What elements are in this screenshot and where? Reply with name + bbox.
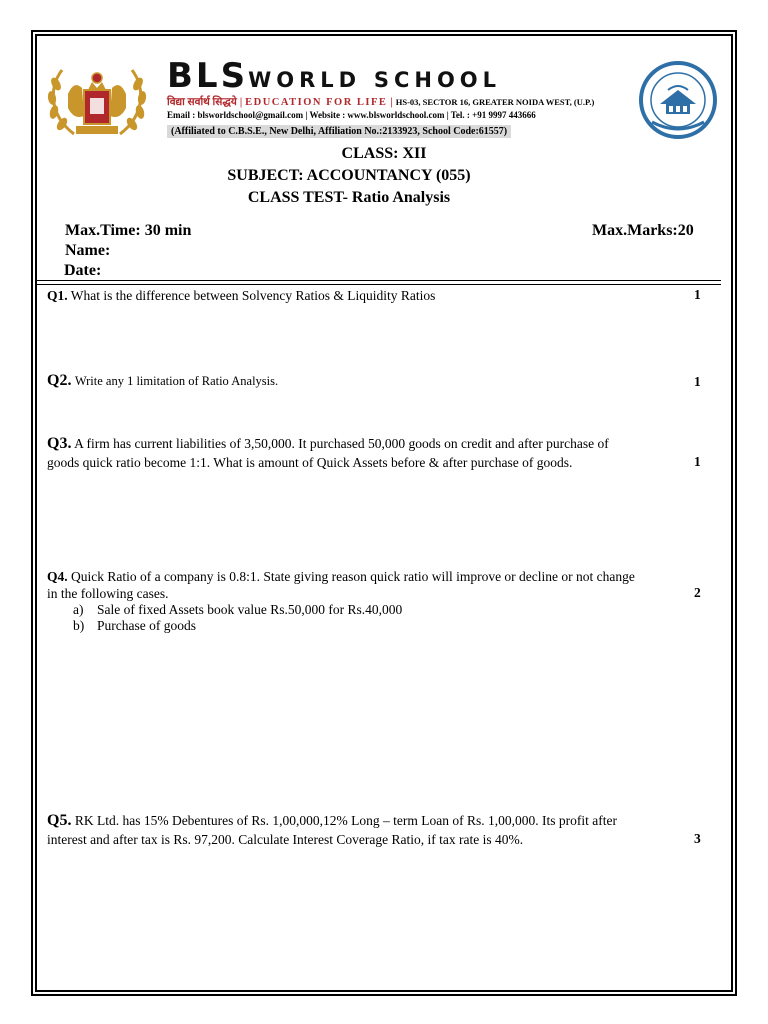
question-4-marks: 2 bbox=[694, 585, 701, 600]
question-2 bbox=[47, 372, 723, 390]
header-divider bbox=[37, 280, 721, 281]
question-number: Q1. bbox=[47, 288, 68, 303]
question-5 bbox=[47, 812, 723, 829]
question-text-line-1: Quick Ratio of a company is 0.8:1. State giving reason quick ratio will improve or decline or not change bbox=[71, 569, 635, 584]
option-label: a) bbox=[73, 602, 84, 617]
motto-english: EDUCATION FOR LIFE bbox=[245, 97, 388, 108]
school-brand bbox=[167, 56, 623, 139]
question-5-marks: 3 bbox=[694, 831, 701, 846]
question-4 bbox=[47, 568, 723, 585]
max-marks: Max.Marks:20 bbox=[592, 222, 694, 239]
motto-hindi: विद्या सर्वार्थ सिद्धये bbox=[167, 97, 237, 108]
school-contact: Email : blsworldschool@gmail.com | Website : www.blsworldschool.com | Tel. : +91 9997 443666 bbox=[167, 110, 536, 120]
cbse-emblem-icon bbox=[638, 60, 718, 140]
question-number: Q3. bbox=[47, 435, 72, 452]
question-number: Q4. bbox=[47, 569, 68, 584]
question-3-line-2: goods quick ratio become 1:1. What is amount of Quick Assets before & after purchase of goods. bbox=[47, 455, 573, 470]
option-label: b) bbox=[73, 618, 85, 633]
test-title: CLASS TEST- Ratio Analysis bbox=[247, 189, 451, 206]
question-text-line-1: RK Ltd. has 15% Debentures of Rs. 1,00,000,12% Long – term Loan of Rs. 1,00,000. Its profit after bbox=[74, 813, 617, 828]
question-text: Write any 1 limitation of Ratio Analysis. bbox=[74, 374, 279, 388]
name-label: Name: bbox=[65, 242, 111, 259]
question-4-option-b bbox=[73, 618, 196, 634]
question-2-marks: 1 bbox=[694, 374, 701, 389]
question-1 bbox=[47, 287, 723, 304]
subject-title: SUBJECT: ACCOUNTANCY (055) bbox=[227, 167, 471, 184]
question-number: Q5. bbox=[47, 812, 72, 829]
question-number: Q2. bbox=[47, 372, 72, 389]
question-4-option-a bbox=[73, 602, 402, 618]
option-text: Purchase of goods bbox=[97, 618, 196, 633]
date-label: Date: bbox=[64, 262, 102, 279]
question-1-marks: 1 bbox=[694, 287, 701, 302]
school-name: BLSWORLD SCHOOL bbox=[167, 56, 502, 96]
question-3 bbox=[47, 435, 723, 452]
question-text-line-1: A firm has current liabilities of 3,50,000. It purchased 50,000 goods on credit and after purchase of bbox=[74, 436, 609, 451]
class-title: CLASS: XII bbox=[341, 145, 427, 162]
school-affiliation: (Affiliated to C.B.S.E., New Delhi, Affiliation No.:2133923, School Code:61557) bbox=[167, 125, 511, 138]
question-4-line-2: in the following cases. bbox=[47, 586, 169, 601]
option-text: Sale of fixed Assets book value Rs.50,000 for Rs.40,000 bbox=[97, 602, 403, 617]
question-3-marks: 1 bbox=[694, 454, 701, 469]
school-address: HS-03, SECTOR 16, GREATER NOIDA WEST, (U.P.) bbox=[395, 97, 595, 107]
question-5-line-2: interest and after tax is Rs. 97,200. Calculate Interest Coverage Ratio, if tax rate is 40%. bbox=[47, 832, 524, 847]
school-tagline: विद्या सर्वार्थ सिद्धये | EDUCATION FOR LIFE | HS-03, SECTOR 16, GREATER NOIDA WEST, (U.P.) bbox=[167, 97, 595, 108]
question-text: What is the difference between Solvency Ratios & Liquidity Ratios bbox=[70, 288, 436, 303]
max-time: Max.Time: 30 min bbox=[65, 222, 192, 239]
header-divider-double bbox=[37, 284, 721, 285]
school-crest-icon bbox=[44, 60, 150, 142]
